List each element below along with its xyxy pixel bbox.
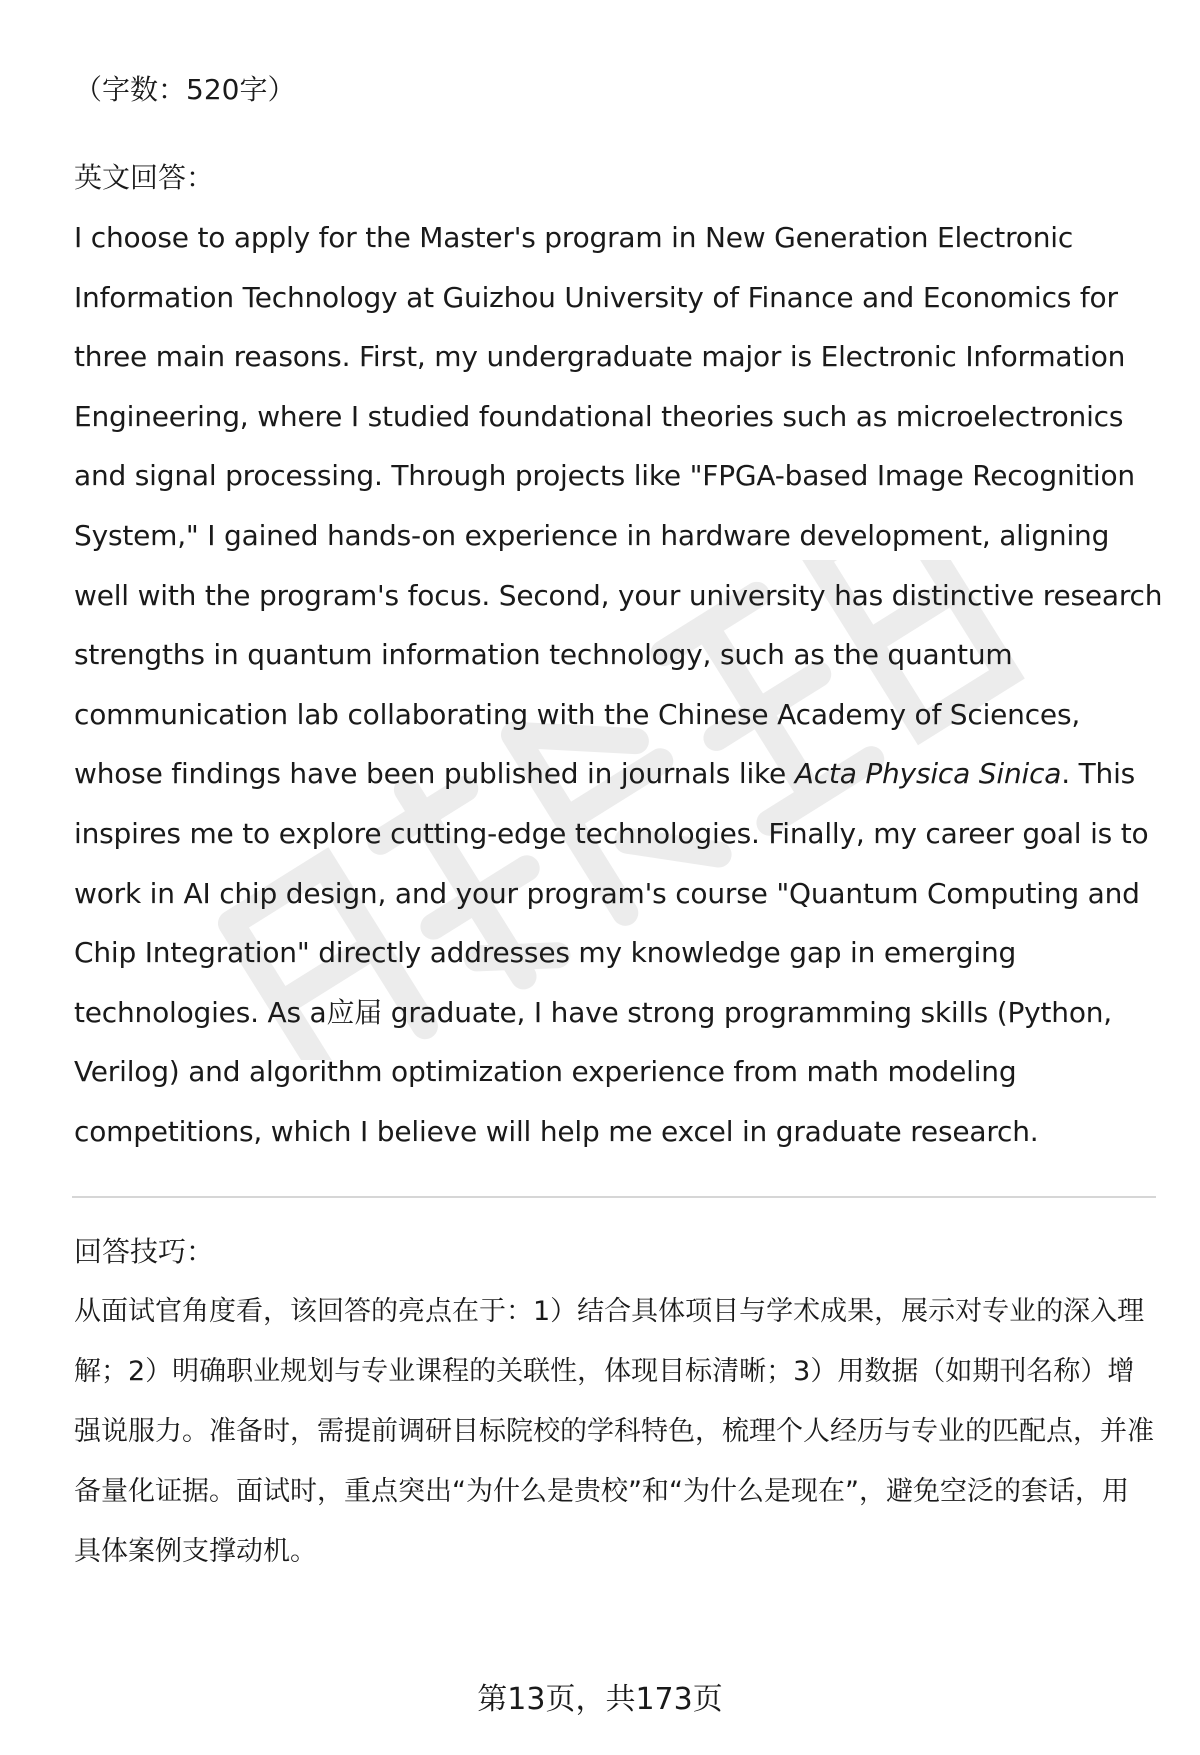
english-answer-text <box>74 208 1164 1162</box>
tips-text: 从面试官角度看，该回答的亮点在于：1）结合具体项目与学术成果，展示对专业的深入理解；2）明确职业规划与专业课程的关联性，体现目标清晰；3）用数据（如期刊名称）增强说服力。准备时，需提前调研目标院校的学科特色，梳理个人经历与专业的匹配点，并准备量化证据。面试时，重点突出“为什么是贵校”和“为什么是现在”，避免空泛的套话，用具体案例支撑动机。 <box>74 1295 1154 1567</box>
english-answer-part2: . This inspires me to explore cutting-edge technologies. Finally, my career goal is to work in AI chip design, and your program's course "Quantum Computing and Chip Integration" directly addresses my knowledge gap in emerging technologies. As a应届 graduate, I have strong programming skills (Python, Verilog) and algorithm optimization experience from math modeling competitions, which I believe will help me excel in graduate research. <box>74 757 1149 1148</box>
page-number: 第13页，共173页 <box>477 1682 723 1717</box>
journal-title: Acta Physica Sinica <box>794 757 1062 791</box>
section-divider <box>72 1196 1156 1198</box>
word-count: （字数：520字） <box>74 73 296 106</box>
document-body <box>74 60 1163 1582</box>
english-answer-label: 英文回答： <box>74 161 215 194</box>
english-answer-part1: I choose to apply for the Master's program in New Generation Electronic Information Technology at Guizhou University of Finance and Economics for three main reasons. First, my undergraduate major is Electronic Information Engineering, where I studied foundational theories such as microelectronics and signal processing. Through projects like "FPGA-based Image Recognition System," I gained hands-on experience in hardware development, aligning well with the program's focus. Second, your university has distinctive research strengths in quantum information technology, such as the quantum communication lab collaborating with the Chinese Academy of Sciences, whose findings have been published in journals like <box>74 221 1163 791</box>
tips-label: 回答技巧： <box>74 1234 215 1268</box>
